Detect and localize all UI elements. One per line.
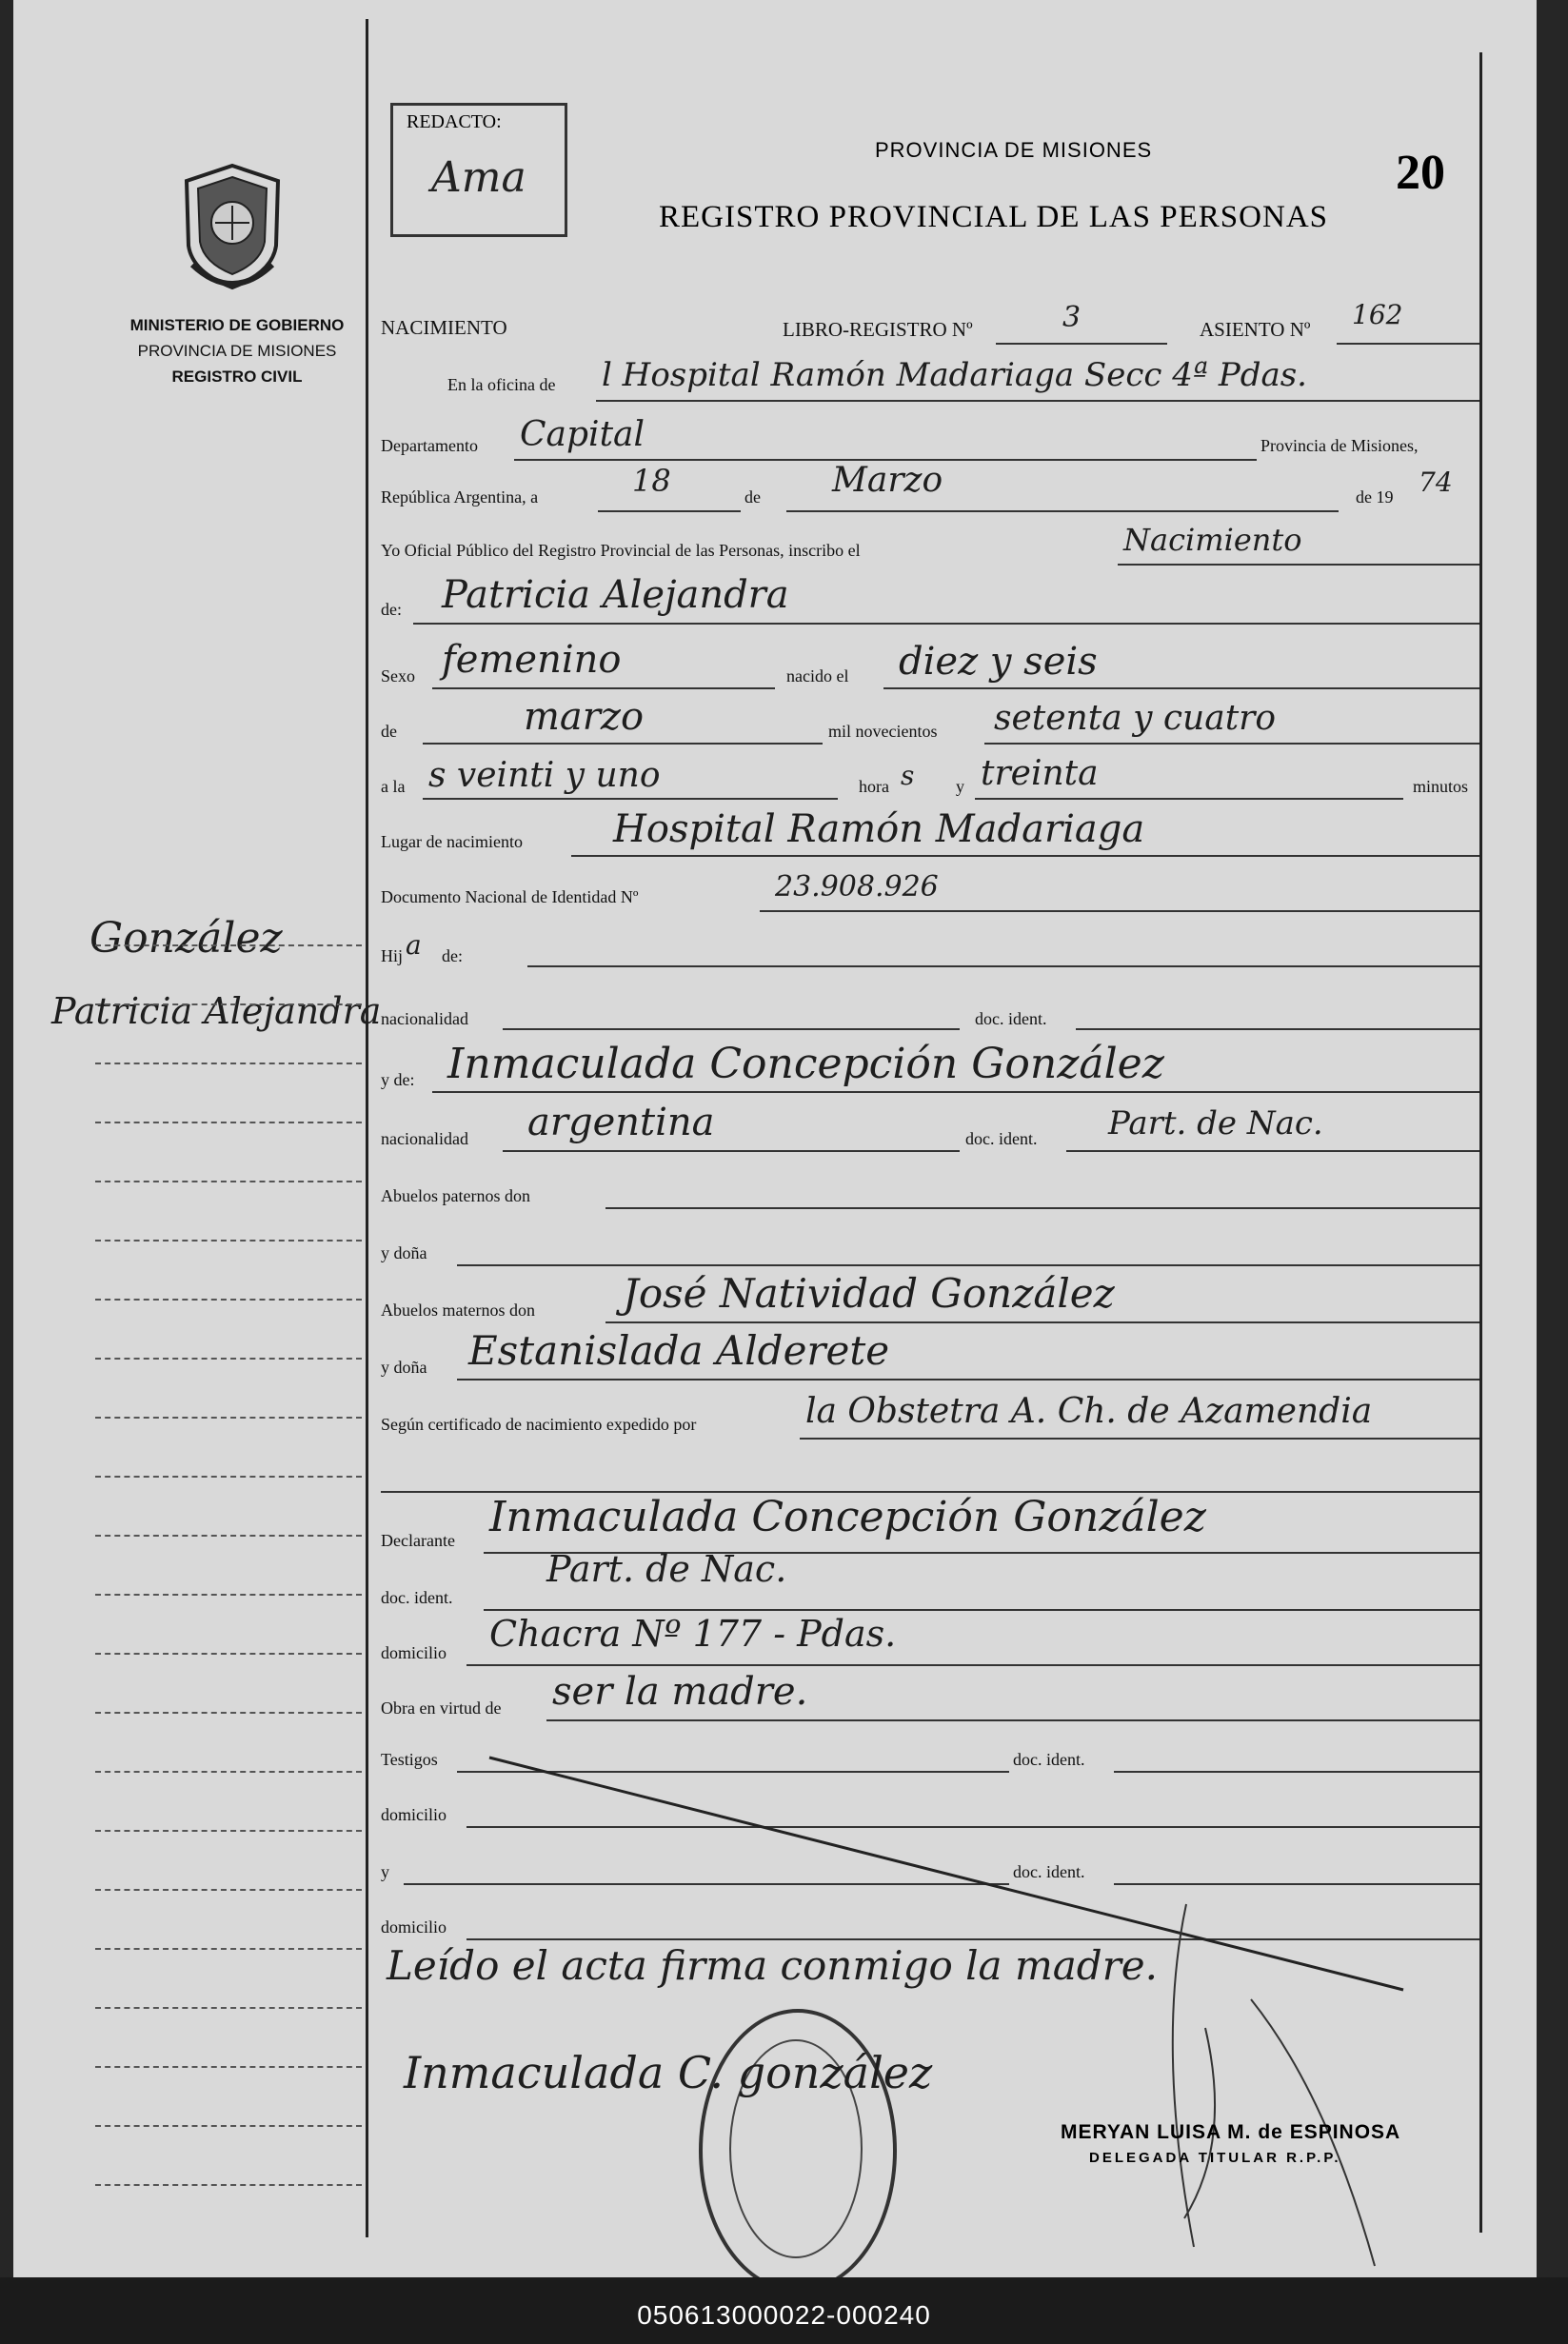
hora-value: s <box>901 760 915 791</box>
docident2-value: Part. de Nac. <box>1108 1104 1323 1142</box>
oficina-label: En la oficina de <box>447 375 556 394</box>
mil-label: mil novecientos <box>828 722 938 741</box>
nombre-value: Patricia Alejandra <box>442 573 789 617</box>
y-label: y <box>956 777 964 796</box>
act-type-label: NACIMIENTO <box>381 316 507 339</box>
nacido-label: nacido el <box>786 666 849 685</box>
province-title: PROVINCIA DE MISIONES <box>875 138 1153 162</box>
madre-value: Inmaculada Concepción González <box>447 1040 1164 1088</box>
yde-label: y de: <box>381 1070 415 1089</box>
dni-value: 23.908.926 <box>775 870 939 904</box>
sexo-label: Sexo <box>381 666 415 685</box>
margin-line <box>95 1653 362 1655</box>
margin-line <box>95 2066 362 2068</box>
margin-line <box>95 1948 362 1950</box>
ydona2-label: y doña <box>381 1358 427 1377</box>
margin-line <box>95 1358 362 1360</box>
domicilio3-label: domicilio <box>381 1917 447 1937</box>
ydona1-label: y doña <box>381 1243 427 1262</box>
mes2-value: marzo <box>524 695 645 739</box>
inscribo-label: Yo Oficial Público del Registro Provincial de las Personas, inscribo el <box>381 541 861 560</box>
margin-line <box>95 1299 362 1301</box>
hij-de-label: de: <box>442 946 463 965</box>
domicilio-label: domicilio <box>381 1643 447 1662</box>
asiento-value: 162 <box>1352 299 1403 330</box>
hij-label: Hij <box>381 946 404 965</box>
departamento-value: Capital <box>520 415 645 454</box>
lugar-value: Hospital Ramón Madariaga <box>613 807 1145 851</box>
anio-value: 74 <box>1419 467 1453 498</box>
margin-line <box>95 2007 362 2009</box>
asiento-label: ASIENTO Nº <box>1200 318 1311 341</box>
redacto-signature: Ama <box>431 153 526 202</box>
margin-line <box>95 1003 362 1005</box>
nacido-value: diez y seis <box>899 640 1098 684</box>
docident1-label: doc. ident. <box>975 1009 1047 1028</box>
testigos-label: Testigos <box>381 1750 438 1769</box>
de2-label: de: <box>381 600 402 619</box>
departamento-label: Departamento <box>381 436 478 455</box>
de-label: de <box>744 487 761 507</box>
margin-line <box>95 2184 362 2186</box>
margin-line <box>95 1181 362 1182</box>
de3-label: de <box>381 722 397 741</box>
lugar-label: Lugar de nacimiento <box>381 832 523 851</box>
abuelos-mat-value: José Natividad González <box>623 1270 1115 1317</box>
margin-line <box>95 1063 362 1064</box>
ministry-line: MINISTERIO DE GOBIERNO <box>129 316 345 334</box>
docident2-label: doc. ident. <box>965 1129 1038 1148</box>
mil-value: setenta y cuatro <box>994 699 1277 738</box>
margin-line <box>95 1594 362 1596</box>
margin-line <box>95 1889 362 1891</box>
docident5-label: doc. ident. <box>1013 1862 1085 1881</box>
abuelos-pat-label: Abuelos paternos don <box>381 1186 530 1205</box>
obra-value: ser la madre. <box>552 1670 808 1714</box>
oficina-value: l Hospital Ramón Madariaga Secc 4ª Pdas. <box>602 356 1307 394</box>
minutos-label: minutos <box>1413 777 1469 796</box>
nacionalidad2-value: argentina <box>527 1101 715 1144</box>
nacionalidad2-label: nacionalidad <box>381 1129 468 1148</box>
hora-label: hora <box>859 777 889 796</box>
margin-line <box>95 1830 362 1832</box>
officer-name: MERYAN LUISA M. de ESPINOSA <box>1061 2121 1401 2143</box>
mes-value: Marzo <box>832 461 943 500</box>
document-id: 050613000022-000240 <box>637 2300 931 2330</box>
sexo-value: femenino <box>442 638 622 682</box>
margin-line <box>95 1417 362 1419</box>
minutos-value: treinta <box>981 754 1099 793</box>
inscribo-value: Nacimiento <box>1123 522 1302 558</box>
ministry-registry: REGISTRO CIVIL <box>171 367 303 386</box>
leido-text: Leído el acta firma conmigo la madre. <box>387 1942 1158 1989</box>
declarante-label: Declarante <box>381 1531 455 1550</box>
officer-title: DELEGADA TITULAR R.P.P. <box>1089 2150 1341 2166</box>
cancel-strike-icon <box>13 0 1537 2277</box>
domicilio-value: Chacra Nº 177 - Pdas. <box>489 1613 897 1655</box>
ministry-province: PROVINCIA DE MISIONES <box>137 342 337 360</box>
hij-value: a <box>406 929 422 961</box>
obra-label: Obra en virtud de <box>381 1698 502 1718</box>
republica-label: República Argentina, a <box>381 487 539 507</box>
docident4-label: doc. ident. <box>1013 1750 1085 1769</box>
y2-label: y <box>381 1862 389 1881</box>
ydona2-value: Estanislada Alderete <box>468 1327 890 1374</box>
docident3-label: doc. ident. <box>381 1588 453 1607</box>
margin-line <box>95 944 362 946</box>
margin-surname: González <box>89 914 283 963</box>
document-page <box>13 0 1537 2277</box>
dia-value: 18 <box>632 463 671 499</box>
nacionalidad1-label: nacionalidad <box>381 1009 468 1028</box>
ala-label: a la <box>381 777 406 796</box>
margin-line <box>95 1535 362 1537</box>
margin-line <box>95 1712 362 1714</box>
anio-prefix: de 19 <box>1356 487 1394 507</box>
margin-line <box>95 2125 362 2127</box>
margin-line <box>95 1476 362 1478</box>
page-number: 20 <box>1396 146 1445 200</box>
registry-title: REGISTRO PROVINCIAL DE LAS PERSONAS <box>659 200 1329 234</box>
dni-label: Documento Nacional de Identidad Nº <box>381 887 639 906</box>
certificado-label: Según certificado de nacimiento expedido por <box>381 1415 697 1434</box>
margin-line <box>95 1122 362 1123</box>
abuelos-mat-label: Abuelos maternos don <box>381 1301 535 1320</box>
libro-value: 3 <box>1062 301 1082 334</box>
margin-given-names: Patricia Alejandra <box>51 990 382 1032</box>
redacto-label: REDACTO: <box>407 111 502 132</box>
provincia-suffix: Provincia de Misiones, <box>1260 436 1419 455</box>
domicilio2-label: domicilio <box>381 1805 447 1824</box>
certificado-value: la Obstetra A. Ch. de Azamendia <box>805 1392 1373 1431</box>
docident3-value: Part. de Nac. <box>546 1548 787 1590</box>
margin-line <box>95 1240 362 1242</box>
ala-value: s veinti y uno <box>428 756 661 795</box>
margin-line <box>95 1771 362 1773</box>
mother-signature: Inmaculada C. gonzález <box>404 2047 933 2098</box>
declarante-value: Inmaculada Concepción González <box>489 1493 1206 1541</box>
libro-label: LIBRO-REGISTRO Nº <box>783 318 973 341</box>
